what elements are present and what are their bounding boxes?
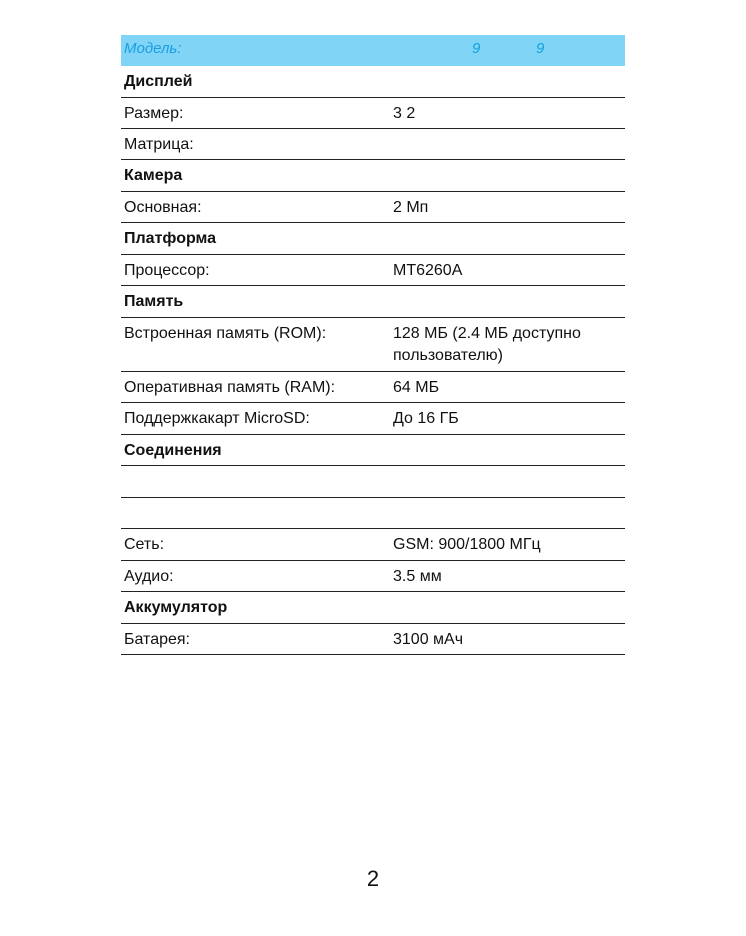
spec-label: Оперативная память (RAM): — [124, 379, 336, 396]
model-header-row — [121, 35, 625, 66]
spec-label: Батарея: — [124, 631, 190, 648]
spec-label: Аудио: — [124, 568, 174, 585]
section-title: Камера — [124, 167, 183, 184]
spec-value: 64 МБ — [393, 379, 440, 396]
spec-table — [121, 35, 625, 655]
spec-value: GSM: 900/1800 МГц — [393, 536, 541, 553]
spec-row-size — [121, 98, 625, 129]
spec-row-microsd — [121, 403, 625, 435]
spec-value: 128 МБ (2.4 МБ доступно пользователю) — [393, 325, 581, 364]
spec-row-main-camera — [121, 192, 625, 223]
section-title: Соединения — [124, 442, 222, 459]
spec-label: Встроенная память (ROM): — [124, 325, 327, 342]
spec-row-empty — [121, 498, 625, 529]
spec-label: Процессор: — [124, 262, 210, 279]
spec-row-rom — [121, 318, 625, 372]
spec-row-network — [121, 529, 625, 561]
spec-value: 3 2 — [393, 105, 416, 122]
spec-label: Матрица: — [124, 136, 194, 153]
model-value-2: 9 — [536, 40, 545, 57]
spec-value: 2 Мп — [393, 199, 429, 216]
spec-value: 3100 мАч — [393, 631, 464, 648]
spec-row-audio — [121, 561, 625, 592]
spec-row-ram — [121, 372, 625, 403]
section-memory — [121, 286, 625, 318]
spec-row-matrix — [121, 129, 625, 160]
section-title: Аккумулятор — [124, 599, 228, 616]
section-title: Память — [124, 293, 184, 310]
spec-value: До 16 ГБ — [393, 410, 459, 427]
spec-label: Сеть: — [124, 536, 165, 553]
spec-row-battery — [121, 624, 625, 655]
section-title: Дисплей — [124, 73, 193, 90]
section-display — [121, 66, 625, 98]
model-value-1: 9 — [472, 40, 481, 57]
model-label: Модель: — [124, 40, 182, 57]
spec-label: Размер: — [124, 105, 184, 122]
section-connections — [121, 435, 625, 466]
spec-value: MT6260A — [393, 262, 463, 279]
section-platform — [121, 223, 625, 255]
spec-label: Поддержкакарт MicroSD: — [124, 410, 310, 427]
spec-label: Основная: — [124, 199, 202, 216]
section-title: Платформа — [124, 230, 217, 247]
section-camera — [121, 160, 625, 192]
spec-row-processor — [121, 255, 625, 286]
spec-row-empty — [121, 466, 625, 498]
spec-value: 3.5 мм — [393, 568, 442, 585]
page-number: 2 — [366, 866, 380, 891]
section-battery — [121, 592, 625, 624]
